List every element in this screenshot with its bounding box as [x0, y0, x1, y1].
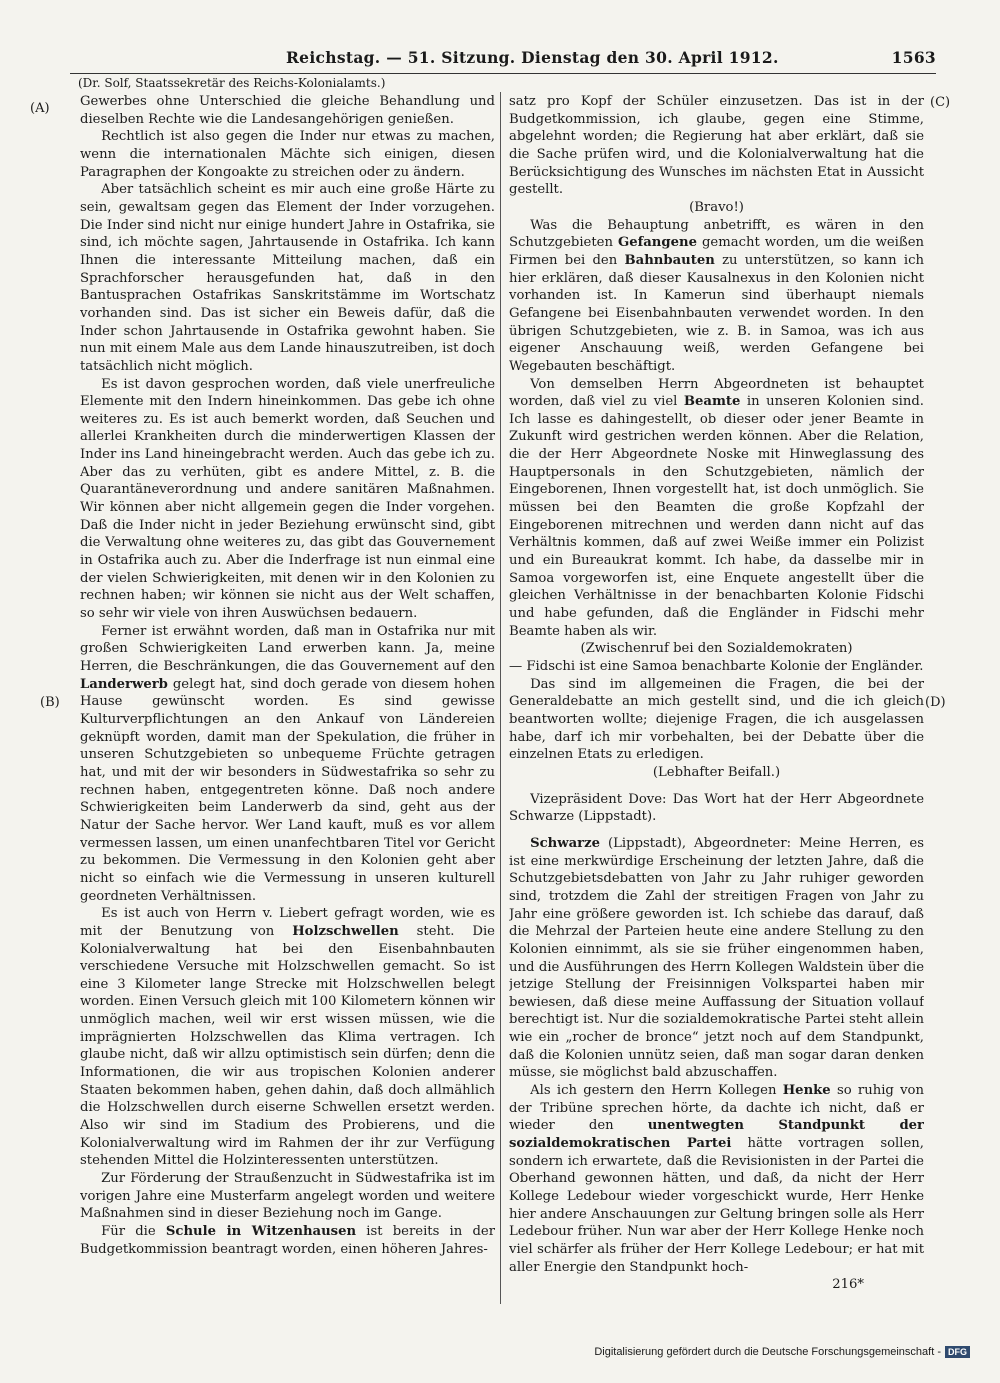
emphasis: unentwegten Standpunkt der sozialdemokratischen Partei	[509, 1118, 924, 1152]
paragraph	[80, 623, 495, 906]
text-run: gemacht worden, um die weißen Firmen bei den	[509, 235, 924, 268]
text-run: in unseren Kolonien sind. Ich lasse es dahingestellt, ob dieser oder jener Beamte in Zukunft wird gestrichen werden können. Aber die Relation, die der Herr Abgeordnete Noske mit Hinweglassung des Hauptpersonals in den Schutzgebieten, nämlich der Eingeborenen, Ihnen vorgestellt hat, ist doch unmöglich. Sie müssen bei den Beamten die große Kopfzahl der Eingeborenen mitrechnen und werden dann nicht auf das Verhältnis kommen, daß auf zwei Weiße immer ein Polizist und ein Bureaukrat kommt. Ich habe, da dasselbe mir in Samoa vorgeworfen ist, eine Enquete angestellt über die gleichen Verhältnisse in der benachbarten Kolonie Fidschi und habe gefunden, daß die Engländer in Fidschi mehr Beamte haben als wir.	[509, 394, 924, 639]
paragraph: Rechtlich ist also gegen die Inder nur etwas zu machen, wenn die internationalen Mächte sich einigen, diesen Paragraphen der Kongoakte zu streichen oder zu ändern.	[80, 129, 495, 180]
text-run: hätte vortragen sollen, sondern ich erwartete, daß die Revisionisten in der Partei die Oberhand gewonnen hätten, und daß, da nicht der Herr Kollege Ledebour wieder vorgeschickt wurde, Herr Henke hier andere Anschauungen zur Geltung bringen solle als Herr Ledebour früher. Nun war aber der Herr Kollege Henke noch viel schärfer als früher der Herr Kollege Ledebour; er hat mit aller Energie den Standpunkt hoch-	[509, 1136, 924, 1275]
paragraph	[509, 791, 924, 826]
margin-marker-a: (A)	[30, 101, 50, 116]
paragraph: Gewerbes ohne Unterschied die gleiche Behandlung und dieselben Rechte wie die Landesangehörigen genießen.	[80, 94, 495, 127]
emphasis: Henke	[782, 1083, 831, 1099]
digitization-footer	[594, 1346, 970, 1358]
running-header	[56, 48, 936, 72]
text-run: Ferner ist erwähnt worden, daß man in Ostafrika nur mit großen Schwierigkeiten Land erwerben kann. Ja, meine Herren, die Beschränkungen, die das Gouvernement auf den	[80, 623, 495, 674]
speaker-continuation: (Dr. Solf, Staatssekretär des Reichs-Kolonialamts.)	[78, 76, 386, 90]
footer-text: Digitalisierung gefördert durch die Deutsche Forschungsgemeinschaft -	[594, 1346, 941, 1358]
emphasis: Holzschwellen	[292, 923, 399, 939]
text-run: Das Wort hat der Herr Abgeordnete Schwarze (Lippstadt).	[509, 791, 924, 825]
paragraph	[509, 217, 924, 376]
margin-marker-c: (C)	[930, 95, 951, 110]
paragraph	[509, 835, 924, 1082]
text-run: Für die	[101, 1224, 166, 1239]
paragraph: Aber tatsächlich scheint es mir auch eine große Härte zu sein, gewaltsam gegen das Element der Inder vorzugehen. Die Inder sind nicht nur einige hundert Jahre in Ostafrika, sie sind, ich möchte sagen, Jahrtausende in Ostafrika. Ich kann Ihnen die interessante Mitteilung machen, daß ein Sprachforscher herausgefunden hat, daß in den Bantusprachen Ostafrikas Sanskritstämme im Wortschatz vorhanden sind. Das ist sicher ein Beweis dafür, daß die Inder schon Jahrtausende in Ostafrika gewohnt haben. Sie nun mit einem Male aus dem Lande hinauszutreiben, ist doch tatsächlich nicht möglich.	[80, 182, 495, 374]
header-title: Reichstag. — 51. Sitzung. Dienstag den 30. April 1912.	[286, 48, 779, 67]
text-run: gelegt hat, sind doch gerade von diesem hohen Hause gewünscht worden. Es sind gewisse Kulturverpflichtungen an den Ankauf von Ländereien geknüpft worden, damit man der Spekulation, die früher in unseren Schutzgebieten so unbequeme Früchte getragen hat, und mit der wir besonders in Südwestafrika so sehr zu rechnen haben, entgegentreten könne. Daß noch andere Schwierigkeiten beim Landerwerb da sind, geht aus der Natur der Sache hervor. Wer Land kauft, muß es vor allem vermessen lassen, um einen unanfechtbaren Titel vor Gericht zu bekommen. Die Vermessung in den Kolonien geht aber nicht so einfach wie die Vermessung in unseren kulturell geordneten Verhältnissen.	[80, 676, 495, 904]
text-run: so ruhig von der Tribüne sprechen hörte, da dachte ich nicht, daß er wieder den	[509, 1083, 924, 1134]
interjection: (Zwischenruf bei den Sozialdemokraten)	[580, 641, 853, 657]
text-run: steht. Die Kolonialverwaltung hat bei den Eisenbahnbauten verschiedene Versuche mit Holzschwellen gemacht. So ist eine 3 Kilometer lange Strecke mit Holzschwellen belegt worden. Einen Versuch gleich mit 100 Kilometern können wir unmöglich machen, weil wir erst wissen müssen, wie die imprägnierten Holzschwellen das Klima vertragen. Ich glaube nicht, daß wir allzu optimistisch sein dürfen; denn die Informationen, die wir aus tropischen Kolonien anderer Staaten bekommen haben, gehen dahin, daß doch allmählich die Holzschwellen durch eiserne Schwellen ersetzt werden. Also wir sind im Stadium des Probierens, und die Kolonialverwaltung wird im Rahmen der ihr zur Verfügung stehenden Mittel die Holzinteressenten unterstützen.	[80, 923, 495, 1169]
text-run: (Lippstadt), Abgeordneter: Meine Herren, es ist eine merkwürdige Erscheinung der letzten Jahre, daß die Schutzgebietsdebatten von Jahr zu Jahr ruhiger geworden sind, trotzdem die Zahl der streitigen Fragen von Jahr zu Jahr eine größere geworden ist. Ich schiebe das darauf, daß die Mehrzal der Parteien heute eine andere Stellung zu den Kolonien einnimmt, als sie sie früher eingenommen haben, und die Ausführungen des Herrn Kollegen Waldstein über die jetzige Stellung der Freisinnigen Volkspartei haben mir bewiesen, daß diese meine Auffassung der Situation vollauf berechtigt ist. Nur die sozialdemokratische Partei steht allein wie ein „rocher de bronce“ jetzt noch auf dem Standpunkt, daß die Kolonien unnütz seien, daß man sogar daran denken müsse, sie möglichst bald abzuschaffen.	[509, 835, 924, 1081]
paragraph: Es ist davon gesprochen worden, daß viele unerfreuliche Elemente mit den Indern hineinkommen. Das gebe ich ohne weiteres zu. Es ist auch bemerkt worden, daß Seuchen und allerlei Krankheiten durch die minderwertigen Klassen der Inder ins Land hineingebracht werden. Auch das gebe ich zu. Aber das zu verhüten, gibt es andere Mittel, z. B. die Quarantäneverordnung und andere sanitären Maßnahmen. Wir können aber nicht allgemein gegen die Inder vorgehen. Daß die Inder nicht in jeder Beziehung erwünscht sind, gibt die Verwaltung ohne weiteres zu, das gibt das Gouvernement in Ostafrika auch zu. Aber die Inderfrage ist nun einmal eine der vielen Schwierigkeiten, mit denen wir in den Kolonien zu rechnen haben; wir können sie nicht aus der Welt schaffen, so sehr wir viele von ihren Auswüchsen bedauern.	[80, 376, 495, 622]
emphasis: Schule in Witzenhausen	[165, 1224, 357, 1239]
speaker-label: Schwarze	[530, 835, 600, 851]
paragraph	[509, 1082, 924, 1276]
paragraph: satz pro Kopf der Schüler einzusetzen. Das ist in der Budgetkommission, ich glaube, gegen eine Stimme, abgelehnt worden; die Regierung hat aber erklärt, daß sie die Sache prüfen wird, und die Kolonialverwaltung hat die Berücksichtigung des Wunsches im nächsten Etat in Aussicht gestellt.	[509, 94, 924, 198]
column-divider	[500, 92, 501, 1304]
right-column	[509, 93, 924, 1308]
page-number: 1563	[891, 48, 936, 67]
signature-mark: 216*	[832, 1277, 864, 1293]
text-run: Von demselben Herrn Abgeordneten ist behauptet worden, daß viel zu viel	[509, 376, 924, 410]
paragraph	[80, 1223, 495, 1258]
left-column	[80, 93, 495, 1308]
speaker-label: Vizepräsident Dove:	[530, 791, 667, 807]
paragraph	[80, 905, 495, 1170]
text-run: ist bereits in der Budgetkommission beantragt worden, einen höheren Jahres-	[80, 1224, 495, 1257]
paragraph: Das sind im allgemeinen die Fragen, die bei der Generaldebatte an mich gestellt sind, und die ich gleich beantworten wollte; diejenige Fragen, die ich ausgelassen habe, darf ich mir vorbehalten, bei der Debatte über die einzelnen Etats zu erledigen.	[509, 676, 924, 763]
dfg-logo: DFG	[945, 1346, 970, 1358]
paragraph: Zur Förderung der Straußenzucht in Südwestafrika ist im vorigen Jahre eine Musterfarm angelegt worden und weitere Maßnahmen sind in dieser Beziehung noch im Gange.	[80, 1171, 495, 1222]
emphasis: Landerwerb	[80, 676, 168, 692]
emphasis: Beamte	[683, 394, 741, 410]
margin-marker-d: (D)	[925, 695, 946, 710]
interjection: (Bravo!)	[689, 199, 744, 215]
paragraph: — Fidschi ist eine Samoa benachbarte Kolonie der Engländer.	[509, 659, 924, 674]
emphasis: Bahnbauten	[624, 252, 715, 268]
text-run: Es ist auch von Herrn v. Liebert gefragt worden, wie es mit der Benutzung von	[80, 906, 495, 939]
text-run: Als ich gestern den Herrn Kollegen	[530, 1083, 783, 1099]
interjection: (Lebhafter Beifall.)	[652, 764, 781, 780]
emphasis: Gefangene	[617, 235, 697, 251]
paragraph	[509, 376, 924, 641]
text-run: Was die Behauptung anbetrifft, es wären in den Schutzgebieten	[509, 217, 924, 251]
header-rule	[70, 73, 936, 74]
margin-marker-b: (B)	[40, 695, 60, 710]
text-run: zu unterstützen, so kann ich hier erklären, daß dieser Kausalnexus in den Kolonien nicht vorhanden ist. In Kamerun sind überhaupt niemals Gefangene bei Eisenbahnbauten verwendet worden. In den übrigen Schutzgebieten, wie z. B. in Samoa, was ich aus eigener Anschauung weiß, werden Gefangene bei Wegebauten beschäftigt.	[509, 252, 924, 374]
